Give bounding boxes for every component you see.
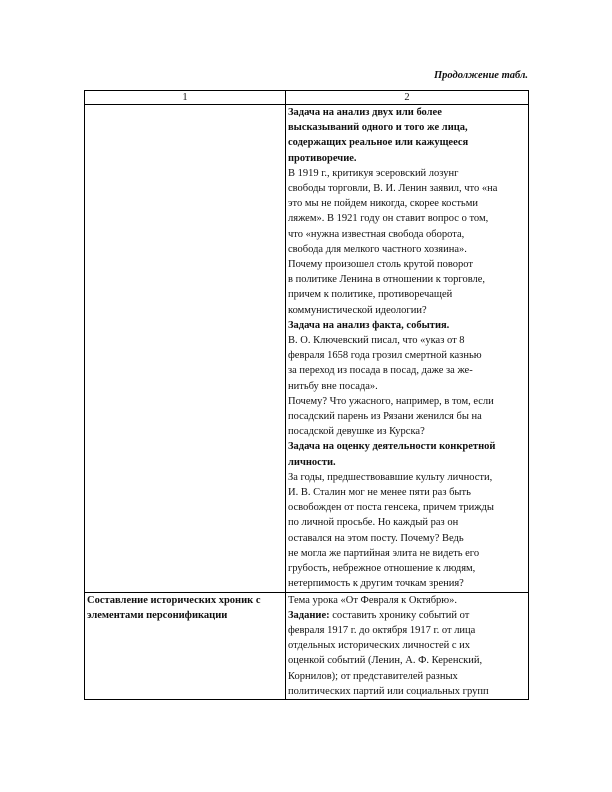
main-table [84, 90, 529, 700]
text-line: нетерпимость к другим точкам зрения? [288, 578, 464, 590]
text-line: содержащих реальное или кажущееся [288, 137, 469, 149]
text-line: свободы торговли, В. И. Ленин заявил, что «на [288, 183, 498, 195]
text-line: нитьбу вне посада». [288, 380, 378, 392]
text-line: за переход из посада в посад, даже за же- [288, 365, 473, 377]
text-line: что «нужна известная свобода оборота, [288, 228, 465, 240]
continuation-note: Продолжение табл. [434, 70, 528, 81]
row2-right-cell [286, 592, 529, 699]
text-line: в политике Ленина в отношении к торговле, [288, 274, 486, 286]
text-line: За годы, предшествовавшие культу личности, [288, 471, 493, 483]
table-header-row [85, 91, 529, 105]
text-line: посадской девушке из Курска? [288, 426, 425, 438]
text-line: И. В. Сталин мог не менее пяти раз быть [288, 487, 471, 499]
text-line [288, 608, 526, 623]
bold-prefix: Задание: [288, 609, 330, 621]
text-line: причем к политике, противоречащей [288, 289, 453, 301]
text-line: оценкой событий (Ленин, А. Ф. Керенский, [288, 655, 483, 667]
text-line: освобожден от поста генсека, причем трижды [288, 502, 494, 514]
text-line: противоречие. [288, 152, 357, 164]
row2-left-cell [85, 592, 286, 699]
text-line: Корнилов); от представителей разных [288, 670, 458, 682]
line-rest: составить хронику событий от [329, 609, 470, 621]
text-line: Составление исторических хроник с [87, 594, 261, 606]
text-line: февраля 1658 года грозил смертной казнью [288, 350, 482, 362]
text-line: ляжем». В 1921 году он ставит вопрос о том, [288, 213, 489, 225]
text-line: В. О. Ключевский писал, что «указ от 8 [288, 335, 465, 347]
text-line: по личной просьбе. Но каждый раз он [288, 517, 459, 529]
text-line: оставался на этом посту. Почему? Ведь [288, 532, 464, 544]
text-line: не могла же партийная элита не видеть его [288, 547, 480, 559]
table-row [85, 105, 529, 593]
text-line: элементами персонификации [87, 609, 228, 621]
text-line: личности. [288, 456, 336, 468]
text-line: высказываний одного и того же лица, [288, 122, 468, 134]
header-cell-2: 2 [286, 91, 529, 105]
text-line: февраля 1917 г. до октября 1917 г. от лица [288, 624, 476, 636]
text-line: Задача на анализ факта, события. [288, 319, 450, 331]
text-line: Задача на оценку деятельности конкретной [288, 441, 496, 453]
text-line: политических партий или социальных групп [288, 685, 489, 697]
text-line: Задача на анализ двух или более [288, 107, 442, 118]
text-line: свобода для мелкого частного хозяина». [288, 243, 467, 255]
text-line: Почему произошел столь крутой поворот [288, 259, 473, 271]
table-row [85, 592, 529, 699]
text-line: посадский парень из Рязани женился бы на [288, 411, 482, 423]
header-cell-1: 1 [85, 91, 286, 105]
text-line: Почему? Что ужасного, например, в том, если [288, 395, 494, 407]
text-line: Тема урока «От Февраля к Октябрю». [288, 594, 458, 606]
text-line: отдельных исторических личностей с их [288, 640, 471, 652]
row1-right-cell [286, 105, 529, 593]
text-line: В 1919 г., критикуя эсеровский лозунг [288, 167, 459, 179]
text-line: это мы не пойдем никогда, скорее костьми [288, 198, 478, 210]
text-line: коммунистической идеологии? [288, 304, 427, 316]
text-line: грубость, небрежное отношение к людям, [288, 563, 476, 575]
row1-left-cell [85, 105, 286, 593]
